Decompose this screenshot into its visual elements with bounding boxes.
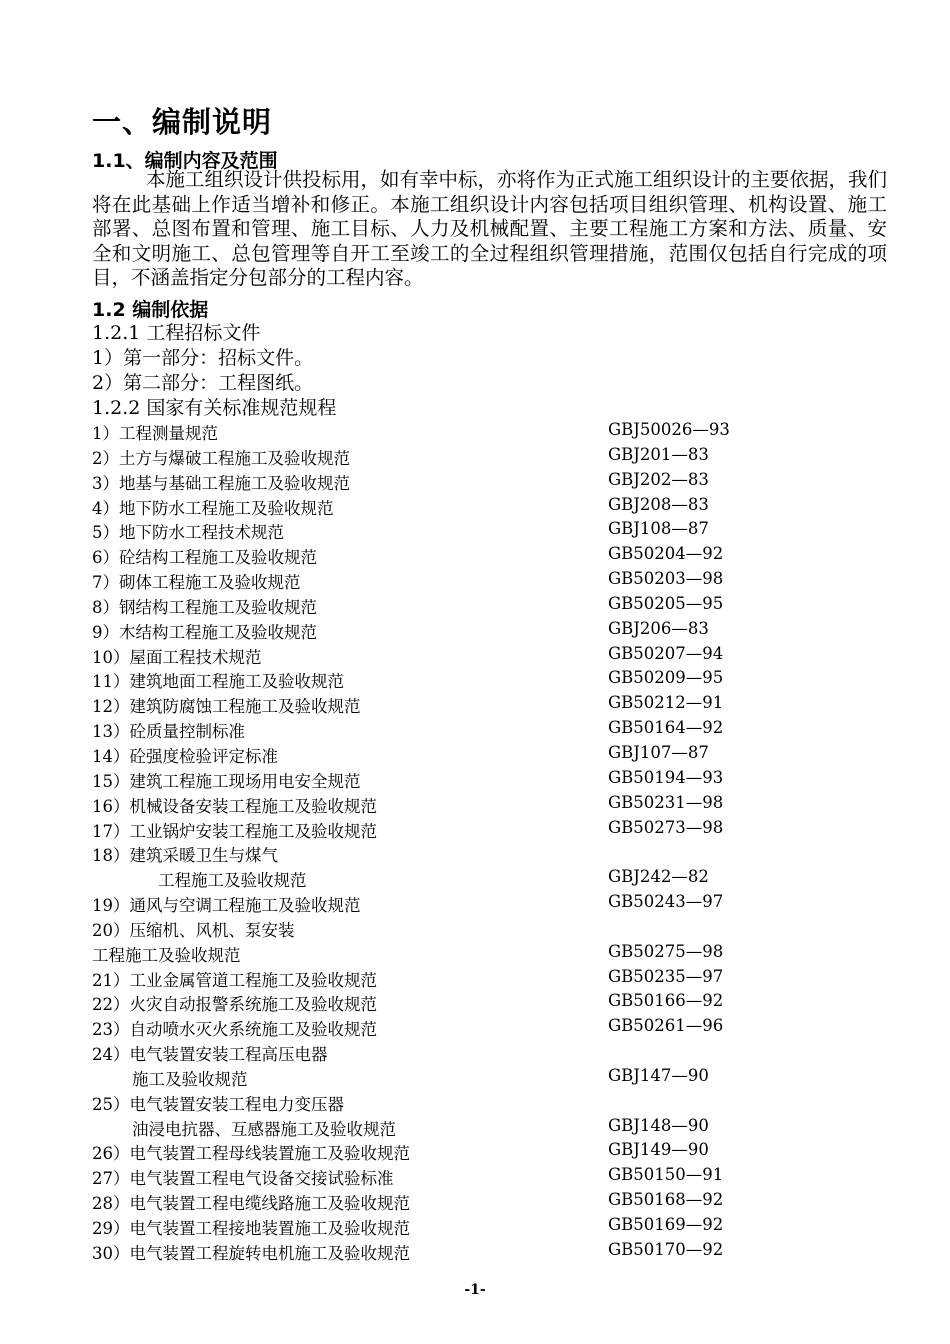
standard-code: GBJ242—82 [608, 867, 709, 887]
standard-title: 22）火灾自动报警系统施工及验收规范 [92, 995, 377, 1015]
standard-title: 9）木结构工程施工及验收规范 [92, 622, 317, 642]
standard-row [92, 420, 792, 445]
standard-row [92, 594, 792, 619]
subsection-1-2-2: 1.2.2 国家有关标准规范规程 [92, 397, 337, 419]
standard-title: 16）机械设备安装工程施工及验收规范 [92, 796, 377, 816]
page-number: -1- [464, 1282, 486, 1298]
standard-code: GB50204—92 [608, 544, 724, 564]
standard-row [92, 842, 792, 867]
standard-code: GBJ148—90 [608, 1115, 709, 1135]
standard-row [92, 544, 792, 569]
standard-title: 13）砼质量控制标准 [92, 722, 245, 742]
standard-title: 12）建筑防腐蚀工程施工及验收规范 [92, 697, 361, 717]
standard-row [92, 942, 792, 967]
standard-code: GB50209—95 [608, 668, 724, 688]
standard-code: GB50170—92 [608, 1239, 724, 1259]
standard-title: 30）电气装置工程旋转电机施工及验收规范 [92, 1243, 410, 1263]
standard-title: 10）屋面工程技术规范 [92, 647, 262, 667]
standard-code: GBJ50026—93 [608, 420, 730, 439]
standard-row [92, 470, 792, 495]
standard-code: GBJ206—83 [608, 618, 709, 638]
standard-row [92, 867, 792, 892]
standard-code: GBJ201—83 [608, 444, 709, 464]
standard-row [92, 991, 792, 1016]
section-1-2-title: 1.2 编制依据 [92, 299, 209, 321]
standard-code: GBJ107—87 [608, 742, 709, 762]
standard-code: GBJ202—83 [608, 469, 709, 489]
standard-title: 11）建筑地面工程施工及验收规范 [92, 672, 344, 692]
standard-code: GB50166—92 [608, 991, 724, 1011]
standard-title: 19）通风与空调工程施工及验收规范 [92, 896, 361, 916]
standard-row [92, 1016, 792, 1041]
standard-row [92, 1066, 792, 1091]
standard-title: 21）工业金属管道工程施工及验收规范 [92, 970, 377, 990]
standard-code: GB50273—98 [608, 817, 724, 837]
standard-row [92, 693, 792, 718]
standard-title: 15）建筑工程施工现场用电安全规范 [92, 771, 361, 791]
standard-code: GB50212—91 [608, 693, 724, 713]
standard-row [92, 1240, 792, 1265]
standard-code: GB50207—94 [608, 643, 724, 663]
paragraph-text: 本施工组织设计供投标用，如有幸中标，亦将作为正式施工组织设计的主要依据，我们将在此基础上作适当增补和修正。本施工组织设计内容包括项目组织管理、机构设置、施工部署、总图布置和管理、施工目标、人力及机械配置、主要工程施工方案和方法、质量、安全和文明施工、总包管理等自开工至竣工的全过程组织管理措施，范围仅包括自行完成的项目，不涵盖指定分包部分的工程内容。 [92, 168, 888, 289]
standard-row [92, 743, 792, 768]
standard-code: GB50203—98 [608, 569, 724, 589]
standard-title: 27）电气装置工程电气设备交接试验标准 [92, 1169, 394, 1189]
standard-title: 20）压缩机、风机、泵安装 [92, 920, 295, 940]
section-1-1-title: 1.1、编制内容及范围 [92, 150, 278, 172]
standards-list [92, 420, 792, 1265]
standard-title: 4）地下防水工程施工及验收规范 [92, 498, 334, 518]
list-item-part-1: 1）第一部分：招标文件。 [92, 347, 314, 369]
standard-title: 3）地基与基础工程施工及验收规范 [92, 473, 350, 493]
standard-code: GB50275—98 [608, 941, 724, 961]
standard-row [92, 569, 792, 594]
standard-code: GBJ147—90 [608, 1065, 709, 1085]
standard-row [92, 793, 792, 818]
standard-row [92, 1165, 792, 1190]
list-item-part-2: 2）第二部分：工程图纸。 [92, 372, 314, 394]
standard-title: 24）电气装置安装工程高压电器 [92, 1045, 328, 1065]
standard-title: 施工及验收规范 [132, 1069, 248, 1089]
standard-title: 23）自动喷水灭火系统施工及验收规范 [92, 1020, 377, 1040]
standard-title: 5）地下防水工程技术规范 [92, 523, 284, 543]
standard-title: 2）土方与爆破工程施工及验收规范 [92, 448, 350, 468]
standard-title: 25）电气装置安装工程电力变压器 [92, 1094, 344, 1114]
standard-row [92, 967, 792, 992]
standard-code: GB50169—92 [608, 1215, 724, 1234]
standard-row [92, 1116, 792, 1141]
standard-code: GB50243—97 [608, 892, 724, 912]
standard-row [92, 519, 792, 544]
standard-code: GB50205—95 [608, 593, 724, 613]
standard-row [92, 1215, 792, 1240]
standard-row [92, 892, 792, 917]
standard-code: GB50164—92 [608, 718, 724, 738]
standard-code: GB50261—96 [608, 1016, 724, 1036]
standard-row [92, 818, 792, 843]
standard-title: 14）砼强度检验评定标准 [92, 746, 278, 766]
standard-code: GB50231—98 [608, 792, 724, 812]
standard-row [92, 644, 792, 669]
standard-title: 29）电气装置工程接地装置施工及验收规范 [92, 1219, 410, 1238]
standard-row [92, 668, 792, 693]
standard-title: 8）钢结构工程施工及验收规范 [92, 597, 317, 617]
standard-row [92, 768, 792, 793]
standard-row [92, 1091, 792, 1116]
standard-title: 28）电气装置工程电缆线路施工及验收规范 [92, 1194, 410, 1214]
subsection-1-2-1: 1.2.1 工程招标文件 [92, 322, 261, 344]
chapter-heading: 一、编制说明 [92, 105, 273, 139]
standard-row [92, 718, 792, 743]
standard-code: GB50235—97 [608, 966, 724, 986]
standard-row [92, 445, 792, 470]
standard-code: GBJ108—87 [608, 519, 709, 539]
standard-title: 油浸电抗器、互感器施工及验收规范 [132, 1119, 396, 1139]
standard-code: GB50168—92 [608, 1190, 724, 1210]
standard-row [92, 1140, 792, 1165]
standard-row [92, 1190, 792, 1215]
standard-row [92, 1041, 792, 1066]
standard-code: GB50150—91 [608, 1165, 724, 1185]
standard-title: 18）建筑采暖卫生与煤气 [92, 846, 278, 866]
standard-code: GB50194—93 [608, 767, 724, 787]
standard-code: GBJ208—83 [608, 494, 709, 514]
standard-row [92, 917, 792, 942]
standard-title: 17）工业锅炉安装工程施工及验收规范 [92, 821, 377, 841]
standard-title: 工程施工及验收规范 [158, 871, 307, 891]
standard-row [92, 495, 792, 520]
standard-code: GBJ149—90 [608, 1140, 709, 1160]
standard-row [92, 619, 792, 644]
standard-title: 1）工程测量规范 [92, 424, 218, 443]
standard-title: 7）砌体工程施工及验收规范 [92, 573, 301, 593]
section-1-1-paragraph [92, 168, 887, 291]
standard-title: 工程施工及验收规范 [92, 945, 241, 965]
standard-title: 6）砼结构工程施工及验收规范 [92, 548, 317, 568]
standard-title: 26）电气装置工程母线装置施工及验收规范 [92, 1144, 410, 1164]
